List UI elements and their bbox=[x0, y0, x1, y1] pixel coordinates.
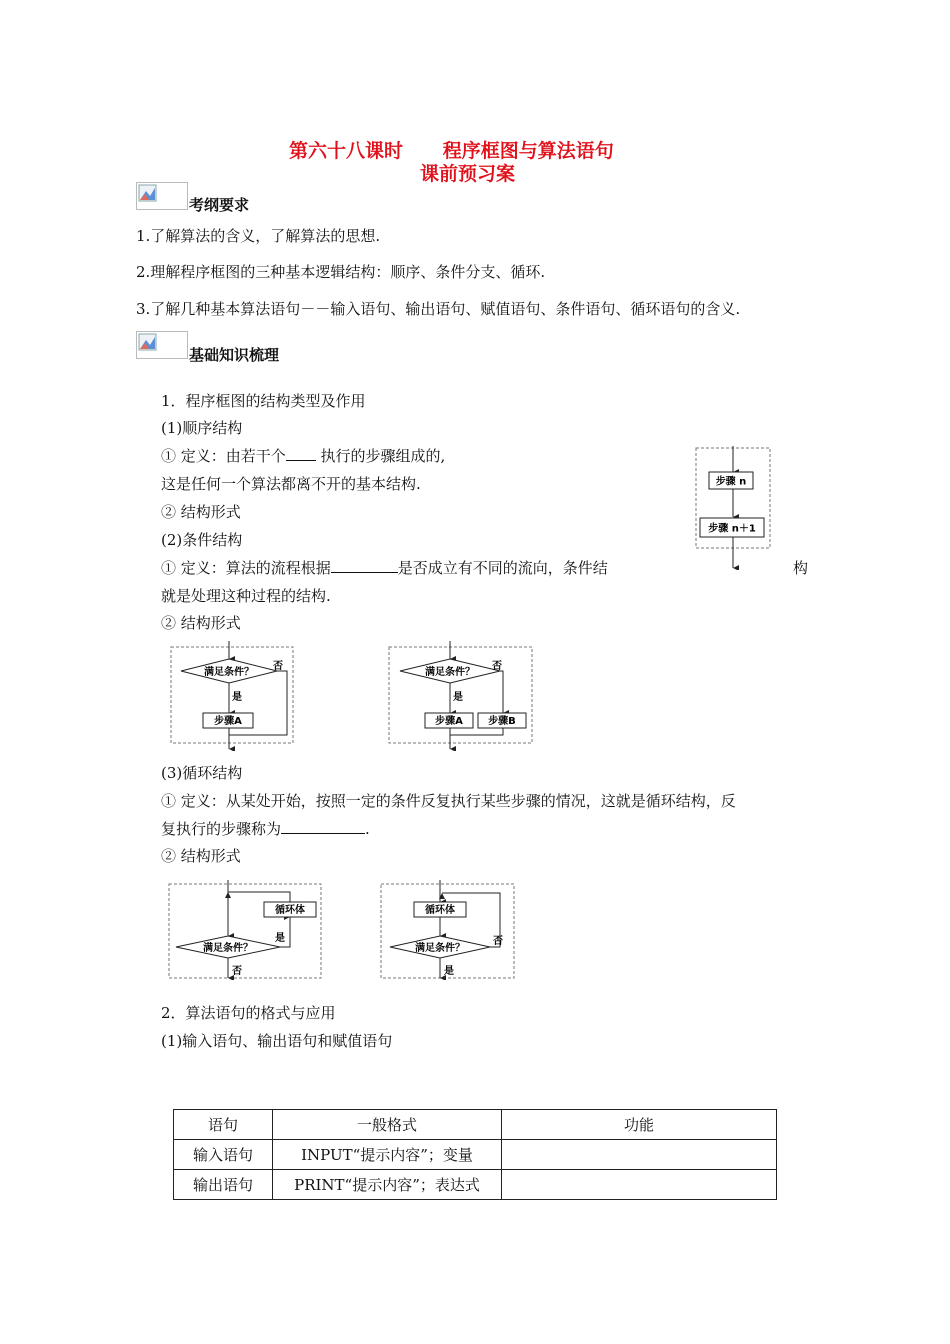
fill-blank bbox=[281, 819, 365, 834]
subsection-title: 1．程序框图的结构类型及作用 bbox=[161, 392, 366, 410]
section-heading-basics: 基础知识梳理 bbox=[189, 346, 280, 364]
diamond-label: 满足条件？ bbox=[425, 667, 475, 678]
table-header-cell: 功能 bbox=[502, 1110, 777, 1140]
table-header-cell: 语句 bbox=[174, 1110, 273, 1140]
seq-def-line2: 这是任何一个算法都离不开的基本结构. bbox=[161, 475, 421, 493]
loop-body-label: 循环体 bbox=[425, 905, 455, 916]
table-cell bbox=[502, 1140, 777, 1170]
seq-title: (1)顺序结构 bbox=[161, 419, 243, 437]
cond-def-line2: 就是处理这种过程的结构. bbox=[161, 587, 331, 605]
yes-label: 是 bbox=[232, 692, 242, 703]
broken-image-icon bbox=[136, 331, 188, 359]
seq-form: ② 结构形式 bbox=[161, 503, 241, 521]
loop-def-text: 复执行的步骤称为 bbox=[161, 820, 282, 838]
until-loop-flowchart bbox=[380, 880, 516, 980]
cond-def-text: ① 定义：算法的流程根据 bbox=[161, 559, 331, 577]
sequence-flowchart bbox=[694, 446, 772, 570]
syllabus-item-2: 2.理解程序框图的三种基本逻辑结构：顺序、条件分支、循环. bbox=[136, 263, 546, 281]
fill-blank bbox=[331, 558, 398, 573]
cond-title: (2)条件结构 bbox=[161, 531, 243, 549]
section-heading-syllabus: 考纲要求 bbox=[189, 196, 250, 214]
seq-def-text: ① 定义：由若干个 bbox=[161, 447, 286, 465]
statement-table bbox=[173, 1109, 777, 1200]
table-header-cell: 一般格式 bbox=[273, 1110, 502, 1140]
no-label: 否 bbox=[492, 661, 502, 672]
diamond-label: 满足条件？ bbox=[204, 667, 254, 678]
cond-def-text: 是否成立有不同的流向，条件结 bbox=[397, 559, 608, 577]
table-cell bbox=[502, 1170, 777, 1200]
if-else-flowchart bbox=[388, 641, 534, 751]
loop-body-label: 循环体 bbox=[275, 905, 305, 916]
step-n-label: 步骤 n bbox=[715, 476, 747, 488]
seq-def-text: 执行的步骤组成的, bbox=[315, 447, 446, 465]
fill-blank bbox=[286, 446, 316, 461]
broken-image-icon bbox=[136, 182, 188, 210]
diamond-label: 满足条件？ bbox=[415, 943, 465, 954]
if-then-flowchart bbox=[170, 641, 296, 751]
subsection-title-2: 2．算法语句的格式与应用 bbox=[161, 1004, 336, 1022]
loop-def-text: . bbox=[365, 820, 370, 838]
subsection-sub: (1)输入语句、输出语句和赋值语句 bbox=[161, 1032, 393, 1050]
yes-label: 是 bbox=[275, 933, 285, 944]
no-label: 否 bbox=[493, 936, 503, 947]
loop-def-line1: ① 定义：从某处开始，按照一定的条件反复执行某些步骤的情况，这就是循环结构，反 bbox=[161, 792, 736, 810]
while-loop-flowchart bbox=[168, 880, 324, 980]
step-b-label: 步骤B bbox=[488, 716, 516, 727]
step-a-label: 步骤A bbox=[435, 716, 463, 727]
step-a-label: 步骤A bbox=[214, 716, 242, 727]
table-row bbox=[174, 1170, 777, 1200]
cond-definition bbox=[161, 558, 608, 578]
table-cell: PRINT“提示内容”；表达式 bbox=[273, 1170, 502, 1200]
no-label: 否 bbox=[273, 661, 283, 672]
syllabus-item-1: 1.了解算法的含义，了解算法的思想. bbox=[136, 227, 381, 245]
cond-def-tail: 构 bbox=[793, 559, 809, 577]
loop-title: (3)循环结构 bbox=[161, 764, 243, 782]
table-cell: INPUT“提示内容”；变量 bbox=[273, 1140, 502, 1170]
loop-form: ② 结构形式 bbox=[161, 847, 241, 865]
cond-form: ② 结构形式 bbox=[161, 614, 241, 632]
yes-label: 是 bbox=[453, 692, 463, 703]
table-cell: 输入语句 bbox=[174, 1140, 273, 1170]
seq-definition bbox=[161, 446, 445, 466]
table-cell: 输出语句 bbox=[174, 1170, 273, 1200]
step-n1-label: 步骤 n＋1 bbox=[708, 523, 756, 535]
table-row bbox=[174, 1140, 777, 1170]
syllabus-item-3: 3.了解几种基本算法语句－－输入语句、输出语句、赋值语句、条件语句、循环语句的含义. bbox=[136, 300, 741, 318]
page-subtitle: 课前预习案 bbox=[420, 163, 516, 185]
table-header-row bbox=[174, 1110, 777, 1140]
loop-def-line2 bbox=[161, 819, 370, 839]
page-title: 第六十八课时 程序框图与算法语句 bbox=[289, 140, 614, 162]
yes-label: 是 bbox=[444, 966, 454, 977]
no-label: 否 bbox=[232, 966, 242, 977]
diamond-label: 满足条件？ bbox=[203, 943, 253, 954]
